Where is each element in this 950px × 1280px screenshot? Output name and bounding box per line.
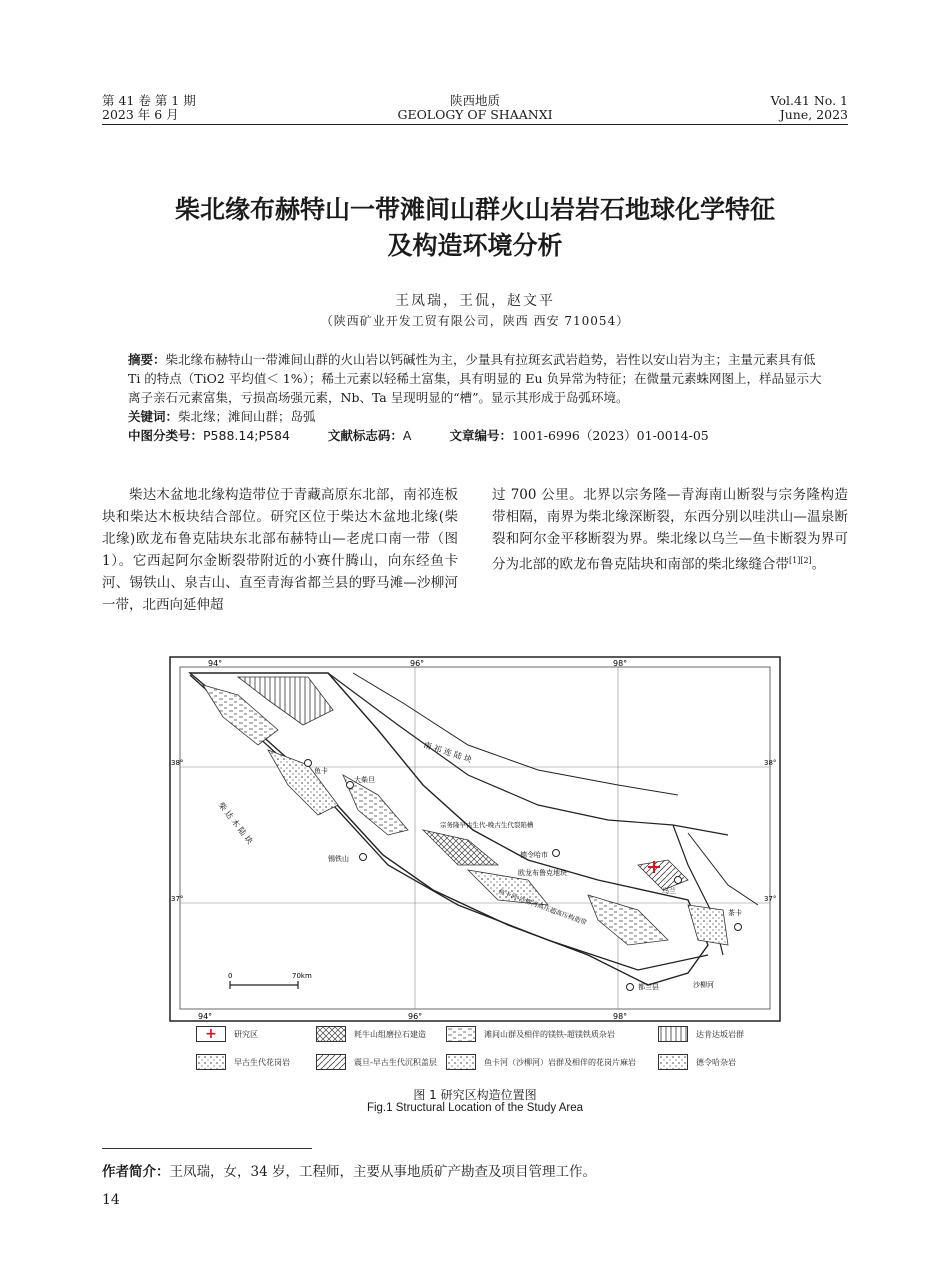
lon-label-98-top: 98°: [613, 659, 628, 668]
article-no-value: 1001-6996（2023）01-0014-05: [512, 428, 709, 443]
figure-caption-en: Fig.1 Structural Location of the Study Area: [366, 1102, 584, 1114]
body-column-left: 柴达木盆地北缘构造带位于青藏高原东北部，南祁连板块和柴达木板块结合部位。研究区位于柴达木盆地北缘(柴北缘)欧龙布鲁克陆块东北部布赫特山—老虎口南一带（图 1）。它西起阿尔金断裂带附近的小赛什腾山，向东经鱼卡河、锡铁山、泉吉山、直至青海省都兰县的野马滩—沙柳河一带，北西向延伸超: [102, 487, 458, 613]
xitieshan-marker: [360, 854, 367, 861]
authors: 王凤瑞，王侃，赵文平: [395, 293, 555, 309]
keywords-label: 关键词：: [128, 409, 179, 424]
citation-ref: [1][2]: [789, 556, 812, 565]
doc-code-label: 文献标志码：: [327, 428, 403, 443]
yuka-belt-label: 鱼卡河-沙柳河高压超高压构造带: [497, 887, 588, 927]
wulan-label: 乌兰: [662, 887, 676, 895]
lat-label-38-left: 38°: [171, 759, 184, 767]
delingha-label: 德令哈市: [520, 851, 548, 859]
lon-label-94-bottom: 94°: [198, 1012, 213, 1021]
footnote-text: 王凤瑞，女，34 岁，工程师，主要从事地质矿产勘查及项目管理工作。: [169, 1164, 596, 1180]
body-right-text: 过 700 公里。北界以宗务隆—青海南山断裂与宗务隆构造带相隔，南界为柴北缘深断裂，东西分别以哇洪山—温泉断裂和阿尔金平移断裂为界。柴北缘以乌兰—鱼卡断裂为界可分为北部的欧龙布鲁克陆块和南部的柴北缘缝合带: [492, 487, 848, 573]
lat-label-37-right: 37°: [764, 895, 777, 903]
title-line-1: 柴北缘布赫特山一带滩间山群火山岩岩石地球化学特征: [174, 195, 775, 224]
chaka-label: 茶卡: [728, 909, 742, 917]
map-frame: [170, 657, 780, 1021]
yukahe-swatch-icon: [446, 1054, 476, 1070]
dulan-label: 都兰县: [638, 983, 659, 991]
delingha-swatch-icon: [658, 1054, 688, 1070]
wulan-marker: [675, 877, 682, 884]
page-number: 14: [102, 1192, 120, 1208]
title-line-2: 及构造环境分析: [387, 231, 563, 260]
issue-volume-en: Vol.41 No. 1: [770, 93, 848, 108]
granite-swatch-icon: [196, 1054, 226, 1070]
legend-study: [196, 1026, 258, 1042]
molasse-swatch-icon: [316, 1026, 346, 1042]
journal-name-en: GEOLOGY OF SHAANXI: [397, 107, 553, 122]
delingha-marker: [553, 850, 560, 857]
footnote-rule: [102, 1148, 312, 1149]
legend-granite-label: 早古生代花岗岩: [234, 1057, 290, 1067]
keywords: 柴北缘；滩间山群；岛弧: [178, 409, 316, 424]
author-footnote: [102, 1160, 596, 1180]
cover-swatch-icon: [316, 1054, 346, 1070]
xitieshan-label: 锡铁山: [328, 855, 349, 863]
clc-value: P588.14;P584: [203, 428, 290, 443]
abstract: [128, 350, 824, 445]
affiliation: （陕西矿业开发工贸有限公司，陕西 西安 710054）: [320, 314, 630, 328]
yuka-marker: [305, 760, 312, 767]
legend-delingha-label: 德令哈杂岩: [696, 1057, 736, 1067]
clc-label: 中图分类号：: [128, 428, 204, 443]
body-column-right: [492, 484, 848, 576]
legend-molasse-label: 耗牛山组磨拉石建造: [354, 1029, 426, 1039]
legend-dakendaban-label: 达肯达坂岩群: [696, 1029, 744, 1039]
paper-title: [0, 192, 950, 264]
legend-study-label: 研究区: [234, 1029, 258, 1039]
lon-label-96-top: 96°: [410, 659, 425, 668]
legend-dakendaban: [658, 1026, 744, 1042]
legend-cover: [316, 1054, 437, 1070]
classification-line: [128, 426, 824, 445]
dachaidan-marker: [347, 782, 354, 789]
oulongbuluke-label: 欧龙布鲁克地块: [518, 869, 567, 877]
doc-code-value: A: [402, 428, 412, 443]
dakendaban-swatch-icon: [658, 1026, 688, 1042]
header-rule: [102, 124, 848, 125]
legend-molasse: [316, 1026, 426, 1042]
south-qilian-label: 南 祁 连 陆 块: [422, 740, 473, 765]
study-symbol-icon: +: [196, 1026, 226, 1042]
dachaidan-label: 大柴旦: [354, 776, 375, 784]
lon-label-98-bottom: 98°: [613, 1012, 628, 1021]
scale-end: 70km: [292, 972, 312, 980]
legend-delingha: [658, 1054, 736, 1070]
article-no-label: 文章编号：: [449, 428, 512, 443]
legend-cover-label: 震旦-早古生代沉积盖层: [354, 1057, 437, 1067]
issue-date: 2023 年 6 月: [102, 107, 179, 122]
yuka-label: 鱼卡: [314, 767, 328, 775]
scale-zero: 0: [228, 972, 233, 980]
legend-yukahe: [446, 1054, 636, 1070]
lat-label-37-left: 37°: [171, 895, 184, 903]
abstract-label: 摘要：: [128, 352, 166, 367]
map-legend: [196, 1026, 776, 1078]
legend-tanjianshan: [446, 1026, 615, 1042]
lon-label-94-top: 94°: [208, 659, 223, 668]
zongwulong-label: 宗务隆早古生代-晚古生代裂陷槽: [440, 821, 534, 829]
structural-location-map: [168, 655, 782, 1023]
qaidam-label: 柴 达 木 陆 块: [216, 800, 255, 846]
journal-name-cn: 陕西地质: [449, 93, 500, 108]
issue-date-en: June, 2023: [779, 107, 848, 122]
legend-tanjianshan-label: 滩间山群及相伴的镁铁-超镁铁质杂岩: [484, 1029, 615, 1039]
journal-issue-en: [771, 94, 848, 122]
chaka-marker: [735, 924, 742, 931]
footnote-label: 作者简介：: [102, 1164, 170, 1180]
abstract-text: 柴北缘布赫特山一带滩间山群的火山岩以钙碱性为主，少量具有拉斑玄武岩趋势，岩性以安山岩为主；主量元素具有低 Ti 的特点（TiO2 平均值＜ 1%）；稀土元素以轻稀土富集，具有明显的 Eu 负异常为特征；在微量元素蛛网图上，样品显示大离子亲石元素富集，亏损高场强元素，Nb、Ta 呈现明显的“槽”。显示其形成于岛弧环境。: [128, 352, 822, 405]
legend-yukahe-label: 鱼卡河（沙柳河）岩群及相伴的花岗片麻岩: [484, 1057, 636, 1067]
dulan-marker: [627, 984, 634, 991]
shaliuhe-label: 沙柳河: [693, 981, 714, 989]
tanjianshan-swatch-icon: [446, 1026, 476, 1042]
body-right-end: 。: [811, 556, 826, 573]
lon-label-96-bottom: 96°: [408, 1012, 423, 1021]
legend-granite: [196, 1054, 290, 1070]
lat-label-38-right: 38°: [764, 759, 777, 767]
figure-caption-cn: 图 1 研究区构造位置图: [413, 1088, 537, 1102]
issue-volume: 第 41 卷 第 1 期: [102, 93, 196, 108]
